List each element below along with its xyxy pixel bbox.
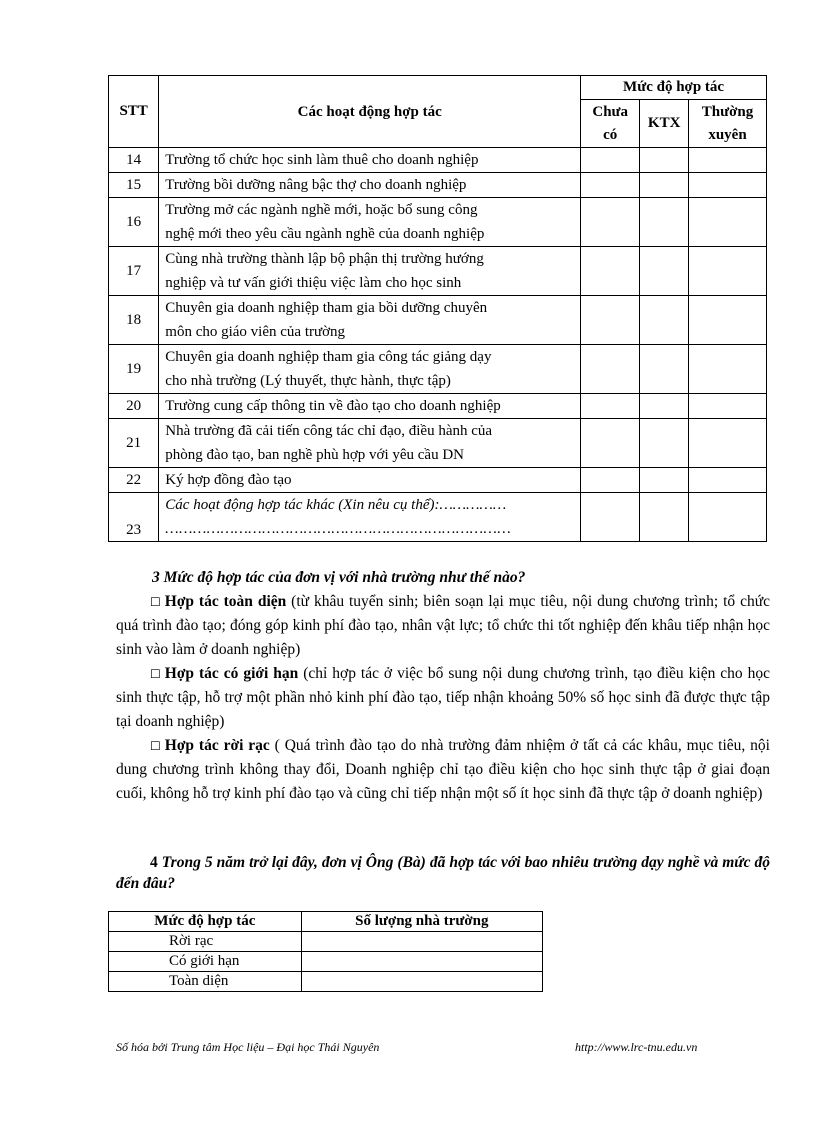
- cell-regular[interactable]: [689, 247, 767, 296]
- cell-ktx[interactable]: [640, 296, 689, 345]
- cell-not-yet[interactable]: [581, 198, 640, 247]
- cell-not-yet[interactable]: [581, 419, 640, 468]
- cell-ktx[interactable]: [640, 247, 689, 296]
- level-label: Toàn diện: [109, 972, 302, 992]
- question-4: [116, 852, 770, 894]
- question-3-title: 3 Mức độ hợp tác của đơn vị với nhà trường như thế nào?: [152, 569, 526, 586]
- row-stt: 15: [109, 173, 159, 198]
- cell-not-yet[interactable]: [581, 345, 640, 394]
- school-count-cell[interactable]: [301, 932, 542, 952]
- level-label: Có giới hạn: [109, 952, 302, 972]
- cell-ktx[interactable]: [640, 468, 689, 493]
- cell-not-yet[interactable]: [581, 394, 640, 419]
- option-label: Hợp tác toàn diện: [164, 593, 287, 610]
- table-row: [109, 148, 767, 173]
- cell-ktx[interactable]: [640, 198, 689, 247]
- table-row: [109, 468, 767, 493]
- cell-ktx[interactable]: [640, 419, 689, 468]
- row-activity: Trường bồi dưỡng nâng bậc thợ cho doanh nghiệp: [159, 173, 581, 198]
- header-level: Mức độ hợp tác: [109, 912, 302, 932]
- row-stt: 22: [109, 468, 159, 493]
- header-regular-line1: Thường: [701, 103, 754, 120]
- cell-regular[interactable]: [689, 148, 767, 173]
- row-stt: 23: [109, 493, 159, 542]
- table-row: [109, 247, 767, 296]
- row-activity-line1: Cùng nhà trường thành lập bộ phận thị trường hướng: [165, 251, 484, 267]
- row-activity: [159, 198, 581, 247]
- header-not-yet-line1: Chưa: [592, 103, 629, 120]
- cell-not-yet[interactable]: [581, 468, 640, 493]
- row-activity-line1: Các hoạt động hợp tác khác (Xin nêu cụ thể):……………: [165, 497, 507, 513]
- table-row: [109, 198, 767, 247]
- school-count-cell[interactable]: [301, 952, 542, 972]
- header-level-group: Mức độ hợp tác: [581, 76, 767, 100]
- cell-not-yet[interactable]: [581, 148, 640, 173]
- cell-ktx[interactable]: [640, 493, 689, 542]
- table-row: [109, 932, 543, 952]
- checkbox-icon[interactable]: ☐: [150, 739, 161, 753]
- cell-regular[interactable]: [689, 345, 767, 394]
- header-ktx: KTX: [640, 100, 689, 148]
- table-row: [109, 952, 543, 972]
- row-stt: 18: [109, 296, 159, 345]
- level-label: Rời rạc: [109, 932, 302, 952]
- row-activity-line2: nghệ mới theo yêu cầu ngành nghề của doanh nghiệp: [165, 226, 485, 242]
- row-activity: Ký hợp đồng đào tạo: [159, 468, 581, 493]
- row-activity-line1: Nhà trường đã cải tiến công tác chỉ đạo, điều hành của: [165, 423, 493, 439]
- header-not-yet: [581, 100, 640, 148]
- header-regular: [689, 100, 767, 148]
- table-row: [109, 419, 767, 468]
- cell-ktx[interactable]: [640, 345, 689, 394]
- option-description: (chỉ hợp tác ở việc bổ sung nội dung chương trình, tạo điều kiện cho học sinh thực tập, hỗ trợ một phần nhỏ kinh phí đào tạo, tiếp nhận khoảng 50% số học sinh đã được thực tập tại doanh nghiệp): [116, 665, 771, 730]
- option-description: (từ khâu tuyển sinh; biên soạn lại mục tiêu, nội dung chương trình; tổ chức quá trình đào tạo; đóng góp kinh phí đào tạo, nhân vật lực; tổ chức thi tốt nghiệp đến khâu tiếp nhận học sinh vào làm ở doanh nghiệp): [116, 593, 770, 658]
- table-header-row: [109, 912, 543, 932]
- cell-regular[interactable]: [689, 419, 767, 468]
- option-fragmented: [116, 734, 770, 806]
- cell-regular[interactable]: [689, 394, 767, 419]
- cell-not-yet[interactable]: [581, 296, 640, 345]
- row-stt: 19: [109, 345, 159, 394]
- row-stt: 17: [109, 247, 159, 296]
- row-activity-line1: Chuyên gia doanh nghiệp tham gia bồi dưỡng chuyên: [165, 300, 488, 316]
- row-activity-line2: cho nhà trường (Lý thuyết, thực hành, thực tập): [165, 373, 451, 389]
- header-not-yet-line2: có: [603, 126, 618, 143]
- table-row: [109, 173, 767, 198]
- cell-regular[interactable]: [689, 173, 767, 198]
- table-row: [109, 972, 543, 992]
- cell-not-yet[interactable]: [581, 173, 640, 198]
- cooperation-activities-table: [108, 75, 767, 542]
- cell-regular[interactable]: [689, 493, 767, 542]
- cell-regular[interactable]: [689, 468, 767, 493]
- row-activity-line1: Chuyên gia doanh nghiệp tham gia công tác giảng dạy: [165, 349, 492, 365]
- cell-regular[interactable]: [689, 296, 767, 345]
- option-label: Hợp tác có giới hạn: [164, 665, 299, 682]
- row-stt: 14: [109, 148, 159, 173]
- row-activity: [159, 345, 581, 394]
- row-activity-line2: phòng đào tạo, ban nghề phù hợp với yêu cầu DN: [165, 447, 464, 463]
- row-stt: 16: [109, 198, 159, 247]
- question-4-title: Trong 5 năm trở lại đây, đơn vị Ông (Bà) đã hợp tác với bao nhiêu trường dạy nghề và mức độ đến đâu?: [116, 854, 771, 892]
- row-activity: [159, 419, 581, 468]
- footer-source: Số hóa bởi Trung tâm Học liệu – Đại học Thái Nguyên: [116, 1040, 380, 1054]
- cell-not-yet[interactable]: [581, 493, 640, 542]
- cell-regular[interactable]: [689, 198, 767, 247]
- table-header-row: [109, 76, 767, 100]
- table-row: [109, 345, 767, 394]
- table-row: [109, 394, 767, 419]
- option-label: Hợp tác rời rạc: [164, 737, 270, 754]
- cell-ktx[interactable]: [640, 148, 689, 173]
- row-stt: 20: [109, 394, 159, 419]
- option-limited: [116, 662, 770, 734]
- row-activity-line2: môn cho giáo viên của trường: [165, 324, 346, 340]
- cooperation-count-table: [108, 911, 543, 992]
- option-comprehensive: [116, 590, 770, 662]
- header-activities: Các hoạt động hợp tác: [159, 76, 581, 148]
- row-activity: [159, 247, 581, 296]
- table-row: [109, 296, 767, 345]
- checkbox-icon[interactable]: ☐: [150, 595, 161, 609]
- header-school-count: Số lượng nhà trường: [301, 912, 542, 932]
- row-activity-fill-line[interactable]: …………………………………………………………………: [165, 521, 512, 537]
- row-activity: Trường cung cấp thông tin về đào tạo cho doanh nghiệp: [159, 394, 581, 419]
- row-activity-other: [159, 493, 581, 542]
- question-4-number: 4: [150, 854, 162, 871]
- header-stt: STT: [109, 76, 159, 148]
- table-row: [109, 493, 767, 542]
- row-activity: Trường tổ chức học sinh làm thuê cho doanh nghiệp: [159, 148, 581, 173]
- cell-ktx[interactable]: [640, 173, 689, 198]
- footer-url[interactable]: http://www.lrc-tnu.edu.vn: [575, 1040, 698, 1054]
- school-count-cell[interactable]: [301, 972, 542, 992]
- row-activity-line2: nghiệp và tư vấn giới thiệu việc làm cho học sinh: [165, 275, 462, 291]
- row-activity-line1: Trường mở các ngành nghề mới, hoặc bổ sung công: [165, 202, 478, 218]
- row-activity: [159, 296, 581, 345]
- cell-not-yet[interactable]: [581, 247, 640, 296]
- checkbox-icon[interactable]: ☐: [150, 667, 161, 681]
- header-regular-line2: xuyên: [708, 126, 747, 143]
- cell-ktx[interactable]: [640, 394, 689, 419]
- row-stt: 21: [109, 419, 159, 468]
- option-description: ( Quá trình đào tạo do nhà trường đảm nhiệm ở tất cả các khâu, mục tiêu, nội dung chương trình không thay đổi, Doanh nghiệp chỉ tạo điều kiện cho học sinh thực tập ở giai đoạn cuối, không hỗ trợ kinh phí đào tạo và cũng chỉ tiếp nhận một số ít học sinh đã thực tập ở doanh nghiệp): [116, 737, 770, 802]
